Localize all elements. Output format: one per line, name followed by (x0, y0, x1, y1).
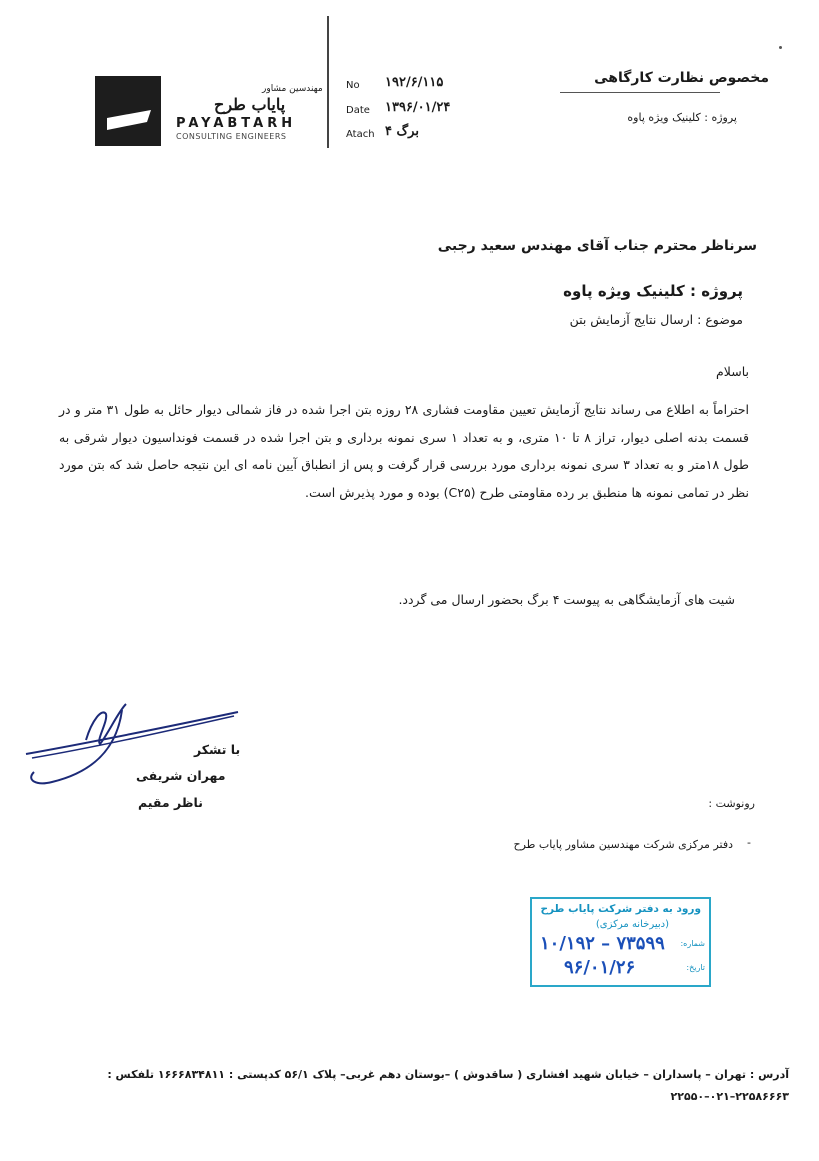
logo-en-title: PAYABTARH (176, 116, 297, 131)
header-divider (327, 16, 329, 148)
special-title: مخصوص نظارت کارگاهی (594, 70, 769, 86)
meta-date-value: ۱۳۹۶/۰۱/۲۴ (385, 100, 451, 115)
stamp-number-label: شماره: (680, 939, 705, 948)
scan-dot (779, 46, 782, 49)
cc-item: دفتر مرکزی شرکت مهندسین مشاور پایاب طرح (513, 838, 733, 851)
meta-no-value: ۱۹۲/۶/۱۱۵ (385, 75, 444, 90)
logo-en-subtitle: CONSULTING ENGINEERS (176, 132, 287, 141)
stamp-date-value: ۹۶/۰۱/۲۶ (564, 957, 636, 978)
meta-no-label: No (346, 80, 360, 91)
receipt-stamp (530, 897, 711, 987)
payabtarh-logo-icon (95, 76, 161, 146)
logo-fa-title: پایاب طرح (214, 95, 286, 114)
special-title-underline (560, 92, 720, 93)
subject-line: موضوع : ارسال نتایج آزمایش بتن (569, 312, 743, 327)
attachment-note: شیت های آزمایشگاهی به پیوست ۴ برگ بحضور ارسال می گردد. (398, 592, 735, 607)
logo-fa-subtitle: مهندسین مشاور (262, 84, 323, 94)
stamp-line2: (دبیرخانه مرکزی) (595, 919, 669, 930)
stamp-number-value: ۱۰/۱۹۲ – ۷۳۵۹۹ (540, 933, 665, 954)
meta-attach-label: Atach (346, 129, 375, 140)
addressee-title: سرناظر محترم جناب آقای مهندس سعید رجبی (437, 238, 757, 254)
project-title: پروژه : کلینیک ویژه پاوه (563, 282, 743, 300)
signer-name: مهران شریفی (136, 768, 226, 783)
body-paragraph: احتراماً به اطلاع می رساند نتایج آزمایش تعیین مقاومت فشاری ۲۸ روزه بتن اجرا شده در فاز شمالی دیوار حائل به طول ۳۱ متر و در قسمت بدنه اصلی دیوار، تراز ۸ تا ۱۰ متری، و به تعداد ۱ سری نمونه برداری و بتن اجرا شده در قسمت فونداسیون دیوار شرقی به طول ۱۸متر و به تعداد ۳ سری نمونه برداری مورد بررسی قرار گرفت و پس از انطباق آیین نامه ای این نتیجه حاصل شد که بتن مورد نظر در تمامی نمونه ها منطبق بر رده مقاومتی طرح (C۲۵) بوده و مورد پذیرش است. (59, 402, 749, 500)
greeting: باسلام (716, 364, 749, 379)
project-header: پروژه : کلینیک ویژه پاوه (627, 111, 737, 124)
cc-bullet: - (747, 836, 751, 849)
stamp-line1: ورود به دفتر شرکت پایاب طرح (540, 903, 701, 915)
signer-role: ناظر مقیم (138, 795, 203, 810)
meta-attach-value: ۴ برگ (385, 124, 419, 139)
closing-thanks: با تشکر (194, 742, 241, 757)
cc-label: رونوشت : (708, 797, 755, 810)
stamp-date-label: تاریخ: (686, 963, 705, 972)
footer-address: آدرس : تهران – پاسداران – خیابان شهید افشاری ( ساقدوش ) –بوستان دهم غربی– پلاک ۵۶/۱ کدپستی : ۱۶۶۶۸۳۴۸۱۱ تلفکس : ۲۲۵۸۶۶۶۳–۰۲۱–۲۲۵۵۰ (107, 1068, 789, 1103)
meta-date-label: Date (346, 105, 370, 116)
